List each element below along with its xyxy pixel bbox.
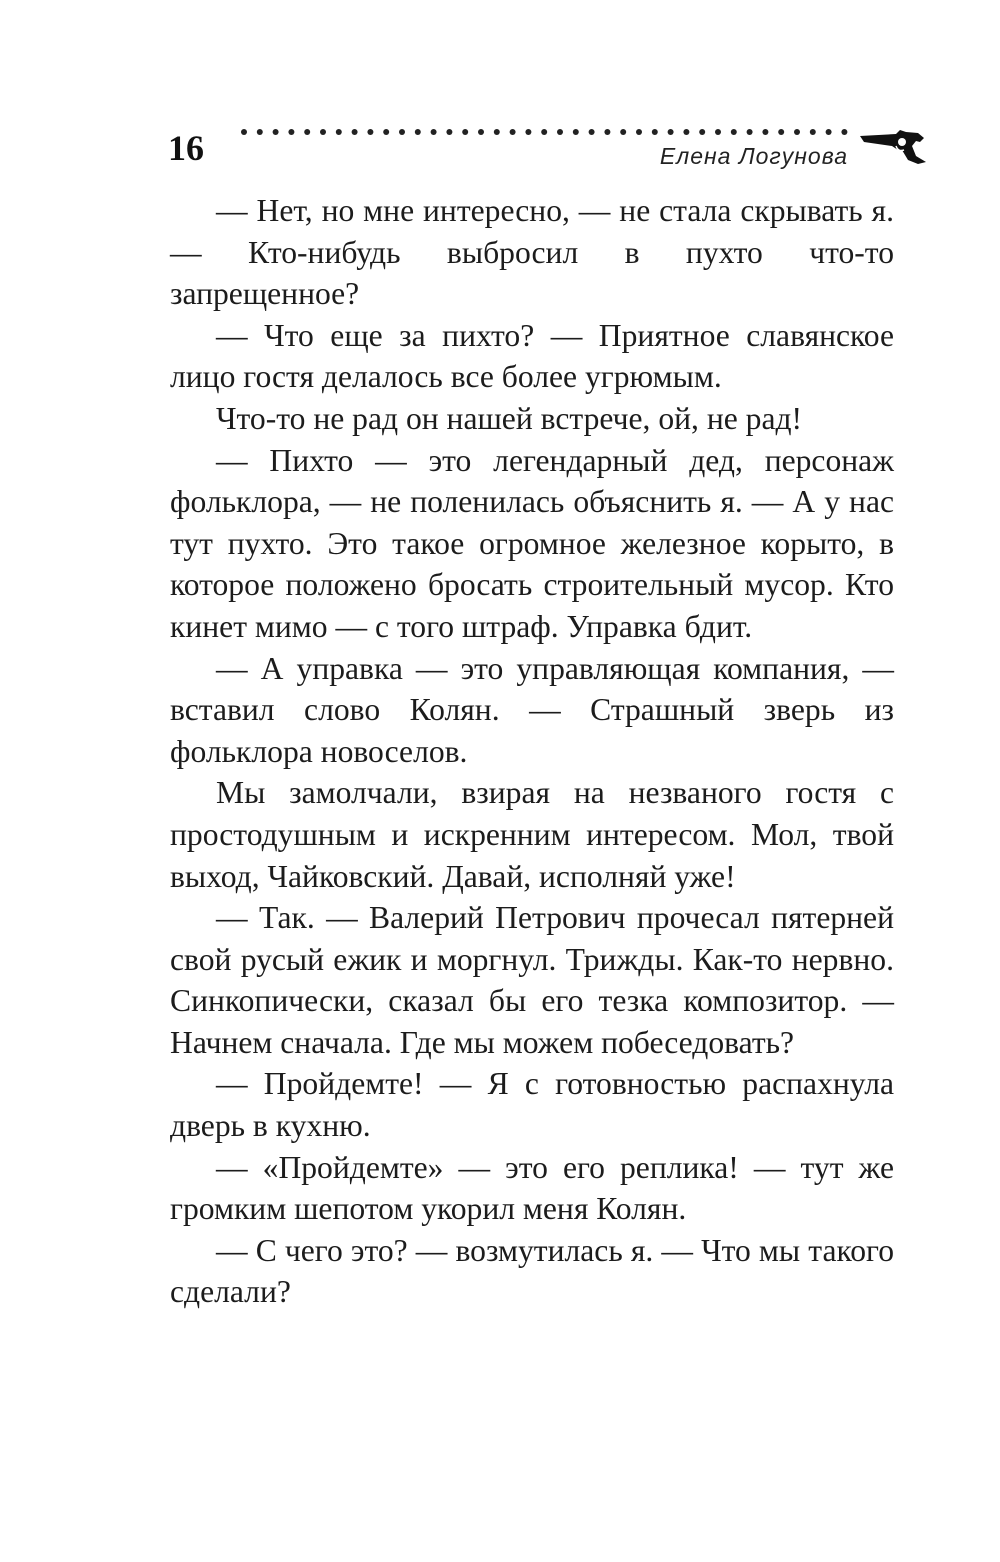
dot [273, 129, 279, 135]
page-number: 16 [168, 128, 204, 168]
dot [589, 129, 595, 135]
dot [683, 129, 689, 135]
paragraph: — Нет, но мне интересно, — не стала скрывать я. — Кто-нибудь выбросил в пухто что-то запрещенное? [170, 193, 894, 312]
dot [541, 129, 547, 135]
paragraph: Мы замолчали, взирая на незваного гостя с простодушным и искренним интересом. Мол, твой выход, Чайковский. Давай, исполняй уже! [170, 775, 894, 894]
dot [510, 129, 516, 135]
dot [288, 129, 294, 135]
dot [668, 129, 674, 135]
paragraph: — С чего это? — возмутилась я. — Что мы такого сделали? [170, 1232, 894, 1310]
dot [367, 129, 373, 135]
paragraph: — Пройдемте! — Я с готовностью распахнула дверь в кухню. [170, 1066, 894, 1144]
dot [604, 129, 610, 135]
running-header [168, 118, 928, 180]
dot [794, 129, 800, 135]
dot [762, 129, 768, 135]
author-name: Елена Логунова [659, 143, 848, 169]
paragraph: — Пихто — это легендарный дед, персонаж фольклора, — не поленилась объяснить я. — А у нас тут пухто. Это такое огромное железное корыто, в которое положено бросать строительный мусор. Кто кинет мимо — с того штраф. Управка бдит. [170, 442, 894, 644]
dot [810, 129, 816, 135]
paragraph: — Так. — Валерий Петрович прочесал пятерней свой русый ежик и моргнул. Трижды. Как-то нервно. Синкопически, сказал бы его тезка композитор. — Начнем сначала. Где мы можем побеседовать? [170, 900, 894, 1060]
dot [557, 129, 563, 135]
dot [778, 129, 784, 135]
dot [304, 129, 310, 135]
dot [241, 129, 247, 135]
dot [352, 129, 358, 135]
dot [620, 129, 626, 135]
paragraph: — А управка — это управляющая компания, — вставил слово Колян. — Страшный зверь из фольклора новоселов. [170, 650, 894, 769]
body-text [170, 190, 894, 1313]
dot [320, 129, 326, 135]
dot [399, 129, 405, 135]
paragraph: Что-то не рад он нашей встрече, ой, не рад! [216, 400, 803, 436]
dot [494, 129, 500, 135]
dot [747, 129, 753, 135]
dot [826, 129, 832, 135]
dot [525, 129, 531, 135]
dot [462, 129, 468, 135]
dot [415, 129, 421, 135]
dot [731, 129, 737, 135]
dotted-rule [240, 118, 850, 142]
dot [336, 129, 342, 135]
dot [841, 129, 847, 135]
dot [431, 129, 437, 135]
dot [699, 129, 705, 135]
dot [636, 129, 642, 135]
revolver-icon [858, 126, 928, 166]
paragraph: — Что еще за пихто? — Приятное славянское лицо гостя делалось все более угрюмым. [170, 317, 894, 395]
dot [573, 129, 579, 135]
paragraph: — «Пройдемте» — это его реплика! — тут же громким шепотом укорил меня Колян. [170, 1149, 894, 1227]
dot [257, 129, 263, 135]
dot [383, 129, 389, 135]
dot [652, 129, 658, 135]
dot [478, 129, 484, 135]
dot [446, 129, 452, 135]
dot [715, 129, 721, 135]
